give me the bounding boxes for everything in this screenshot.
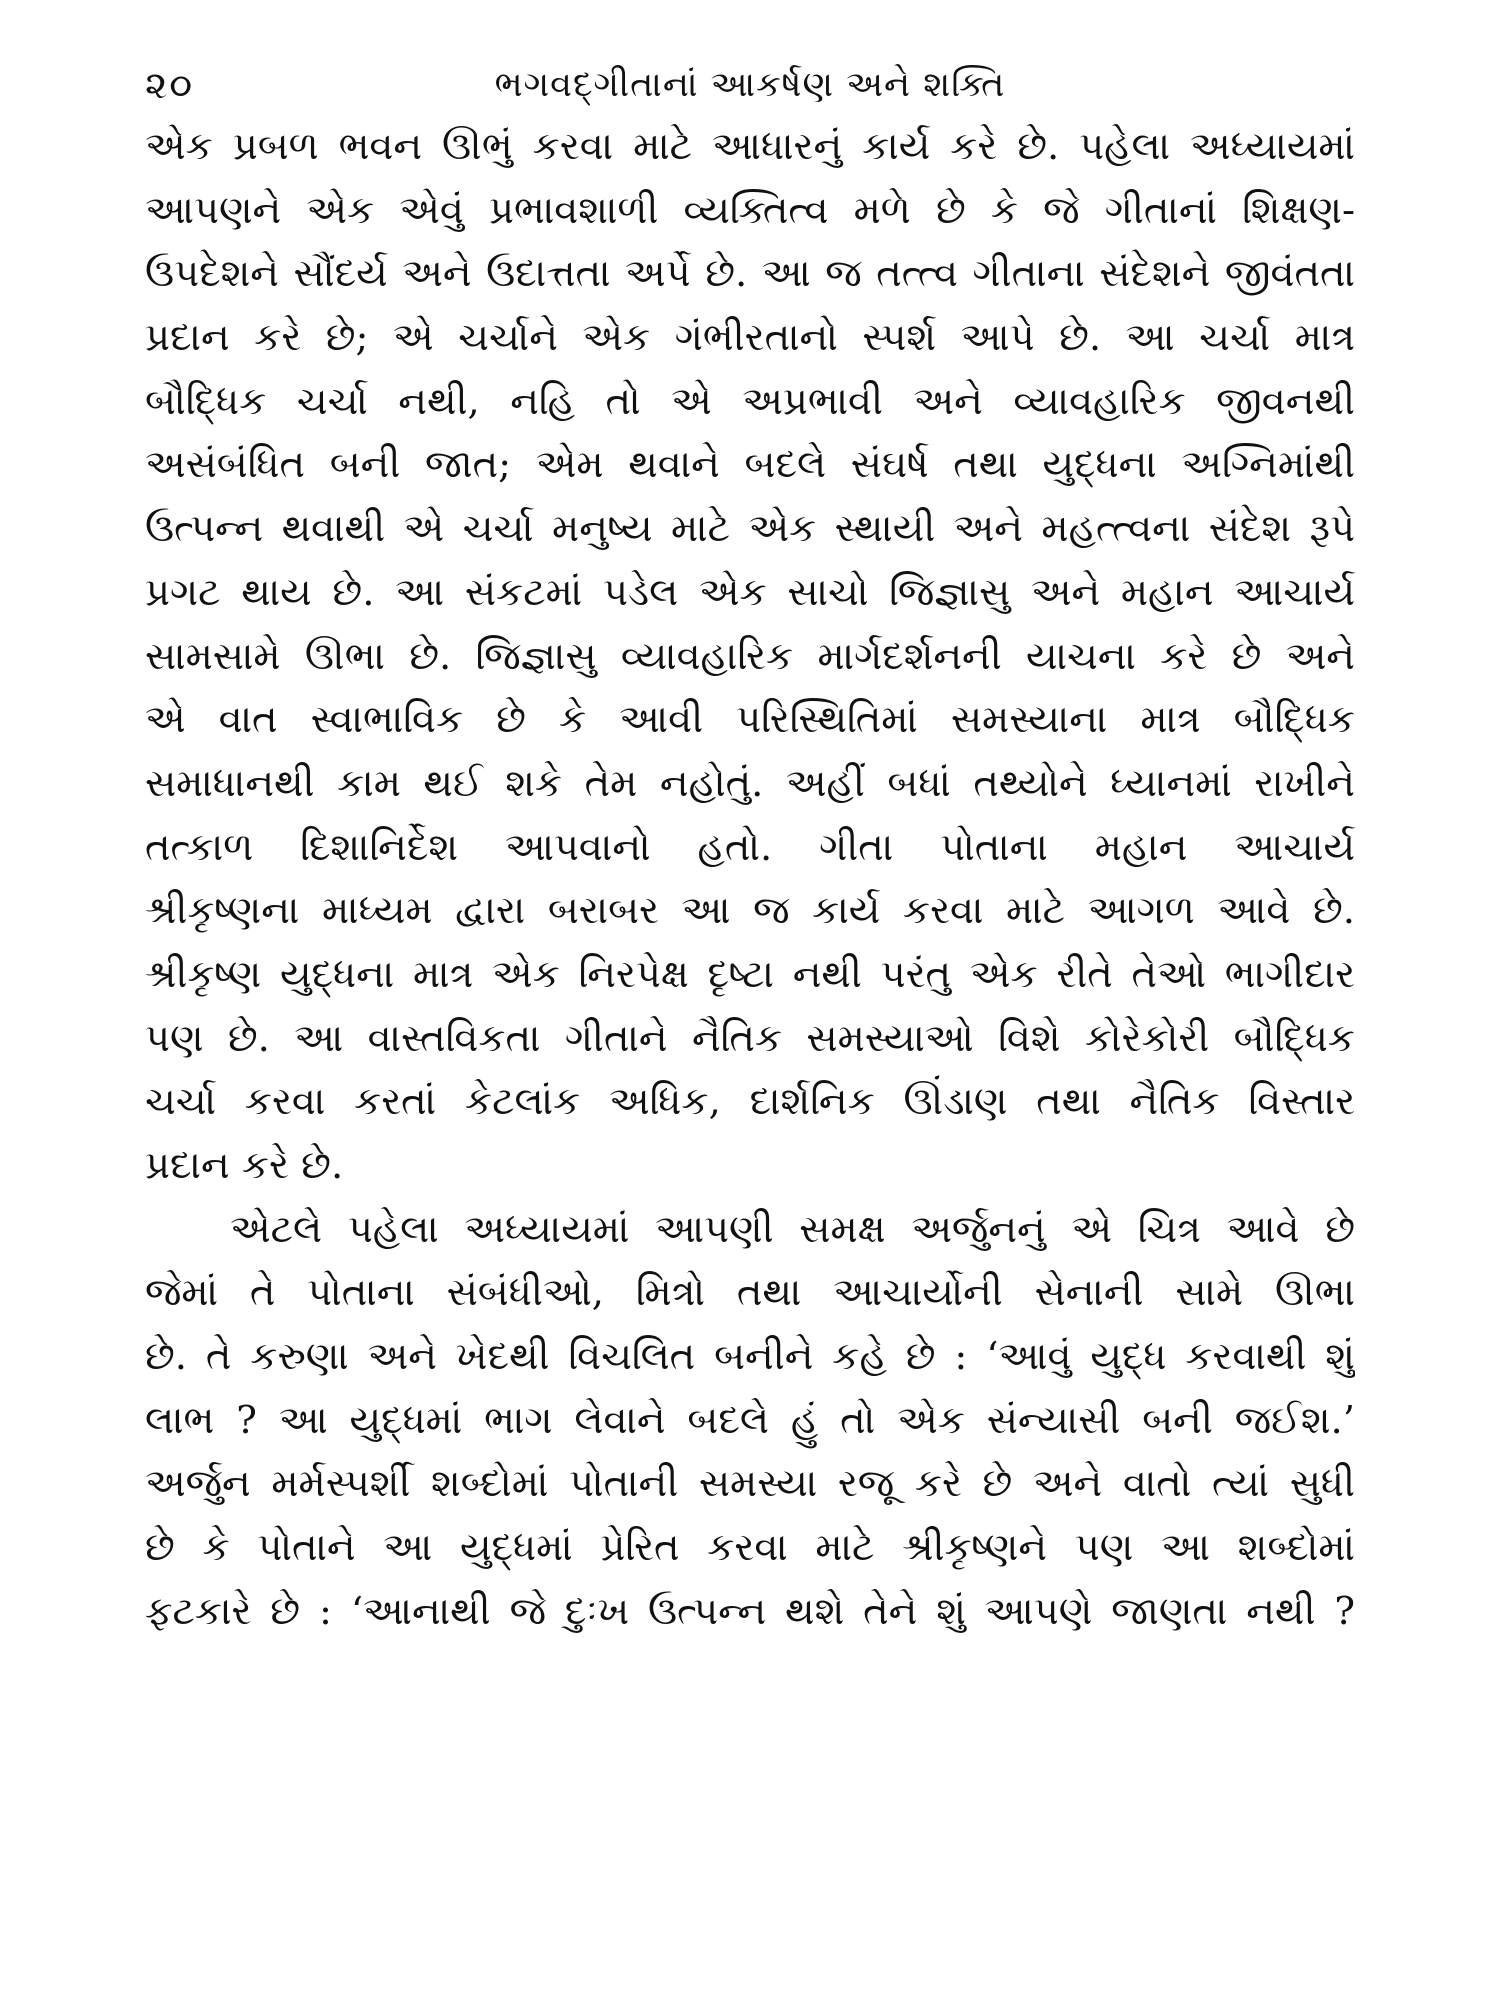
body-text — [145, 115, 1355, 1644]
text-line: ફટકારે છે : ‘આનાથી જે દુઃખ ઉત્પન્ન થશે તેને શું આપણે જાણતા નથી ? — [145, 1588, 1355, 1634]
text-line: પ્રદાન કરે છે. — [145, 1143, 344, 1188]
running-header — [145, 60, 1355, 110]
text-line: ઉપદેશને સૌંદર્ય અને ઉદાત્તતા અર્પે છે. આ જ તત્ત્વ ગીતાના સંદેશને જીવંતતા — [145, 251, 1355, 297]
text-line: જેમાં તે પોતાના સંબંધીઓ, મિત્રો તથા આચાર્યોની સેનાની સામે ઊભા — [145, 1270, 1355, 1316]
text-line: શ્રીકૃષ્ણના માધ્યમ દ્વારા બરાબર આ જ કાર્ય કરવા માટે આગળ આવે છે. — [145, 888, 1355, 934]
text-line: સમાધાનથી કામ થઈ શકે તેમ નહોતું. અહીં બધાં તથ્યોને ધ્યાનમાં રાખીને — [145, 760, 1355, 806]
text-line: એ વાત સ્વાભાવિક છે કે આવી પરિસ્થિતિમાં સમસ્યાના માત્ર બૌદ્ધિક — [145, 697, 1355, 743]
text-line: ઉત્પન્ન થવાથી એ ચર્ચા મનુષ્ય માટે એક સ્થાયી અને મહત્ત્વના સંદેશ રૂપે — [145, 506, 1355, 552]
text-line: ચર્ચા કરવા કરતાં કેટલાંક અધિક, દાર્શનિક ઊંડાણ તથા નૈતિક વિસ્તાર — [145, 1079, 1355, 1125]
text-line: અસંબંધિત બની જાત; એમ થવાને બદલે સંઘર્ષ તથા યુદ્ધના અગ્નિમાંથી — [145, 442, 1355, 488]
text-line: પ્રદાન કરે છે; એ ચર્ચાને એક ગંભીરતાનો સ્પર્શ આપે છે. આ ચર્ચા માત્ર — [145, 315, 1355, 361]
text-line: તત્કાળ દિશાનિર્દેશ આપવાનો હતો. ગીતા પોતાના મહાન આચાર્ય — [145, 824, 1355, 870]
text-line: છે. તે કરુણા અને ખેદથી વિચલિત બનીને કહે છે : ‘આવું યુદ્ધ કરવાથી શું — [145, 1334, 1355, 1380]
running-title: ભગવદ્‌ગીતાનાં આકર્ષણ અને શક્તિ — [494, 65, 1006, 105]
text-line: પણ છે. આ વાસ્તવિકતા ગીતાને નૈતિક સમસ્યાઓ વિશે કોરેકોરી બૌદ્ધિક — [145, 1015, 1355, 1061]
text-line: એક પ્રબળ ભવન ઊભું કરવા માટે આધારનું કાર્ય કરે છે. પહેલા અધ્યાયમાં — [145, 124, 1355, 169]
text-line: શ્રીકૃષ્ણ યુદ્ધના માત્ર એક નિરપેક્ષ દૃષ્ટા નથી પરંતુ એક રીતે તેઓ ભાગીદાર — [145, 951, 1355, 997]
text-line: છે કે પોતાને આ યુદ્ધમાં પ્રેરિત કરવા માટે શ્રીકૃષ્ણને પણ આ શબ્દોમાં — [145, 1525, 1355, 1571]
text-line: બૌદ્ધિક ચર્ચા નથી, નહિ તો એ અપ્રભાવી અને વ્યાવહારિક જીવનથી — [145, 378, 1355, 424]
paragraph-1 — [145, 115, 1355, 1198]
text-line: સામસામે ઊભા છે. જિજ્ઞાસુ વ્યાવહારિક માર્ગદર્શનની યાચના કરે છે અને — [145, 633, 1355, 679]
paragraph-2 — [145, 1198, 1355, 1644]
text-line: લાભ ? આ યુદ્ધમાં ભાગ લેવાને બદલે હું તો એક સંન્યાસી બની જઈશ.’ — [145, 1397, 1355, 1443]
text-line: પ્રગટ થાય છે. આ સંકટમાં પડેલ એક સાચો જિજ્ઞાસુ અને મહાન આચાર્ય — [145, 569, 1355, 615]
text-line: અર્જુન મર્મસ્પર્શી શબ્દોમાં પોતાની સમસ્યા રજૂ કરે છે અને વાતો ત્યાં સુધી — [145, 1461, 1355, 1507]
text-line: આપણને એક એવું પ્રભાવશાળી વ્યક્તિત્વ મળે છે કે જે ગીતાનાં શિક્ષણ- — [145, 187, 1355, 233]
page-number: ૨૦ — [145, 63, 195, 107]
text-line: એટલે પહેલા અધ્યાયમાં આપણી સમક્ષ અર્જુનનું એ ચિત્ર આવે છે — [230, 1206, 1355, 1252]
